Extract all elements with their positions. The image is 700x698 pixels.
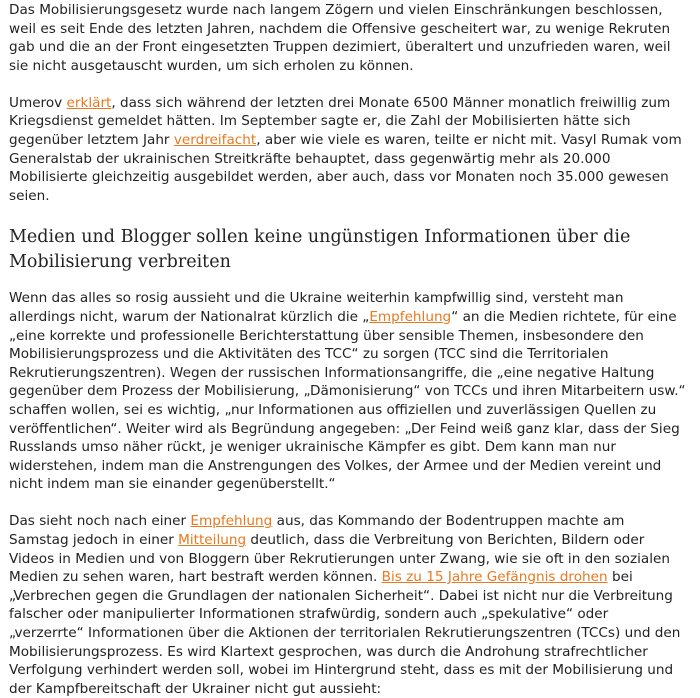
link-empfehlung-1[interactable]: Empfehlung: [369, 309, 452, 326]
link-empfehlung-2[interactable]: Empfehlung: [190, 513, 273, 530]
link-verdreifacht[interactable]: verdreifacht: [173, 132, 257, 149]
article-body: [0, 1, 700, 698]
link-mitteilung[interactable]: Mitteilung: [178, 532, 247, 549]
paragraph-mobilization-law: Das Mobilisierungsgesetz wurde nach langem Zögern und vielen Einschränkungen beschlossen, weil es seit Ende des letzten Jahren, nachdem die Offensive gescheitert war, zu wenige Rekruten gab und die an der Front eingesetzten Truppen dezimiert, überaltert und unzufrieden waren, weil sie nicht ausgetauscht wurden, um sich erholen zu können.: [9, 2, 671, 74]
section-heading: Medien und Blogger sollen keine ungünstigen Informationen über die Mobilisierung verbreiten: [9, 227, 631, 273]
paragraph-umerov: Umerov erklärt, dass sich während der letzten drei Monate 6500 Männer monatlich freiwillig zum Kriegsdienst gemeldet hätten. Im September sagte er, die Zahl der Mobilisierten hätte sich gegenüber letztem Jahr verdreifacht, aber wie viele es waren, teilte er nicht mit. Vasyl Rumak vom Generalstab der ukrainischen Streitkräfte behauptet, dass gegenwärtig mehr als 20.000 Mobilisierte gleichzeitig ausgebildet werden, aber auch, dass vor Monaten noch 35.000 gewesen seien.: [9, 94, 682, 204]
link-erklaert[interactable]: erklärt: [66, 94, 112, 111]
paragraph-bodentruppen: Das sieht noch nach einer Empfehlung aus, das Kommando der Bodentruppen machte am Samstag jedoch in einer Mitteilung deutlich, dass die Verbreitung von Berichten, Bildern oder Videos in Medien und von Bloggern über Rekrutierungen unter Zwang, wie sie oft in den sozialen Medien zu sehen waren, hart bestraft werden können. Bis zu 15 Jahre Gefängnis drohen bei „Verbrechen gegen die Grundlagen der nationalen Sicherheit“. Dabei ist nicht nur die Verbreitung falscher oder manipulierter Informationen strafwürdig, sondern auch „spekulative“ oder „verzerrte“ Informationen über die Aktionen der territorialen Rekrutierungszentren (TCCs) und den Mobilisierungsprozess. Es wird Klartext gesprochen, was durch die Androhung strafrechtlicher Verfolgung verhindert werden soll, wobei im Hintergrund steht, dass es mit der Mobilisierung und der Kampfbereitschaft der Ukrainer nicht gut aussieht:: [9, 513, 681, 697]
link-15-jahre-gefaengnis[interactable]: Bis zu 15 Jahre Gefängnis drohen: [381, 569, 608, 586]
paragraph-nationalrat: Wenn das alles so rosig aussieht und die Ukraine weiterhin kampfwillig sind, versteht man allerdings nicht, warum der Nationalrat kürzlich die „Empfehlung“ an die Medien richtete, für eine „eine korrekte und professionelle Berichterstattung über sensible Themen, insbesondere den Mobilisierungsprozess und die Aktivitäten des TCC“ zu sorgen (TCC sind die Territorialen Rekrutierungszentren). Wegen der russischen Informationsangriffe, die „eine negative Haltung gegenüber dem Prozess der Mobilisierung, „Dämonisierung“ von TCCs und ihren Mitarbeitern usw.“ schaffen wollen, sei es wichtig, „nur Informationen aus offiziellen und zuverlässigen Quellen zu veröffentlichen“. Weiter wird als Begründung angegeben: „Der Feind weiß ganz klar, dass der Sieg Russlands umso näher rückt, je weniger ukrainische Kämpfer es gibt. Dem kann man nur widerstehen, indem man die Anstrengungen des Volkes, der Armee und der Medien vereint und nicht indem man sie einander gegenüberstellt.“: [9, 290, 686, 493]
